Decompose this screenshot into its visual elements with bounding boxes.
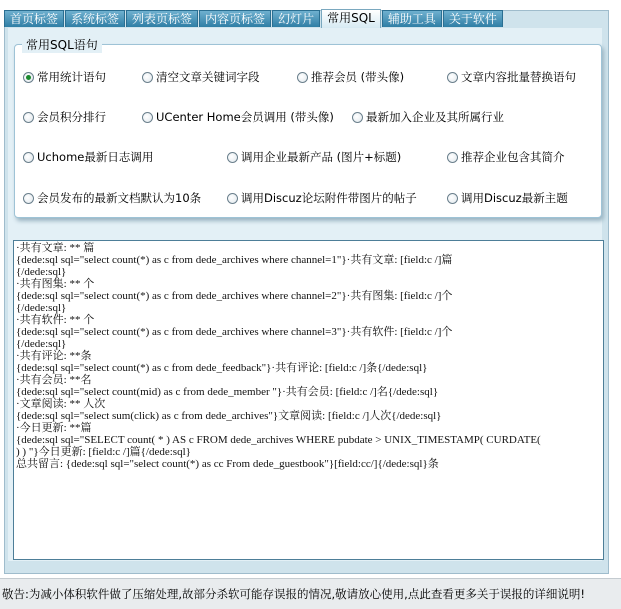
code-line: ·今日更新: **篇: [16, 422, 92, 434]
tab-list-page-labels[interactable]: 列表页标签: [126, 10, 198, 27]
code-line: {dede:sql sql="select count(*) as c from dede_feedback"}·共有评论: [field:c /]条{/dede:sql}: [16, 362, 428, 374]
radio-icon: [142, 112, 153, 123]
code-line: ·文章阅读: ** 人次: [16, 398, 106, 410]
code-line: ) ) "}今日更新: [field:c /]篇{/dede:sql}: [16, 446, 191, 458]
tab-home-labels[interactable]: 首页标签: [4, 10, 64, 27]
sql-code-textarea[interactable]: [13, 240, 604, 560]
radio-icon: [447, 72, 458, 83]
tab-content-page-labels[interactable]: 内容页标签: [199, 10, 271, 27]
radio-icon: [447, 193, 458, 204]
option-ucenter-home-members[interactable]: UCenter Home会员调用 (带头像): [142, 109, 334, 125]
code-line: {/dede:sql}: [16, 302, 67, 314]
radio-icon: [447, 152, 458, 163]
code-line: ·共有图集: ** 个: [16, 278, 95, 290]
radio-icon: [352, 112, 363, 123]
option-clear-keywords[interactable]: 清空文章关键词字段: [142, 69, 260, 85]
option-batch-replace[interactable]: 文章内容批量替换语句: [447, 69, 576, 85]
option-common-stats[interactable]: 常用统计语句: [23, 69, 106, 85]
code-line: {dede:sql sql="select count(*) as c from dede_archives where channel=2"}·共有图集: [field:c /]个: [16, 290, 453, 302]
tab-helper-tools[interactable]: 辅助工具: [382, 10, 442, 27]
option-recommended-members[interactable]: 推荐会员 (带头像): [297, 69, 404, 85]
tab-bar: [4, 10, 504, 28]
radio-icon: [23, 152, 34, 163]
code-line: {dede:sql sql="select sum(click) as c from dede_archives"}文章阅读: [field:c /]人次{/dede:sql}: [16, 410, 442, 422]
option-recommended-enterprise-intro[interactable]: 推荐企业包含其简介: [447, 149, 565, 165]
code-line: {/dede:sql}: [16, 266, 67, 278]
code-line: {dede:sql sql="select count(*) as c from dede_archives where channel=1"}·共有文章: [field:c /]篇: [16, 254, 453, 266]
code-line: ·共有评论: **条: [16, 350, 92, 362]
code-line: 总共留言: {dede:sql sql="select count(*) as cc From dede_guestbook"}[field:cc/]{/dede:sql}条: [16, 458, 439, 470]
code-line: {dede:sql sql="SELECT count( * ) AS c FROM dede_archives WHERE pubdate > UNIX_TIMESTAMP( CURDATE(: [16, 434, 541, 446]
option-member-points-ranking[interactable]: 会员积分排行: [23, 109, 106, 125]
status-notice-link[interactable]: 敬告:为减小体积软件做了压缩处理,故部分杀软可能存误报的情况,敬请放心使用,点此查看更多关于误报的详细说明!: [2, 587, 585, 601]
tab-slideshow[interactable]: 幻灯片: [272, 10, 320, 27]
code-line: {dede:sql sql="select count(*) as c from dede_archives where channel=3"}·共有软件: [field:c /]个: [16, 326, 453, 338]
radio-checked-icon: [23, 72, 34, 83]
radio-icon: [227, 152, 238, 163]
radio-icon: [142, 72, 153, 83]
code-line: ·共有文章: ** 篇: [16, 242, 95, 254]
code-line: ·共有会员: **名: [16, 374, 92, 386]
option-latest-enterprises[interactable]: 最新加入企业及其所属行业: [352, 109, 504, 125]
option-member-latest-docs[interactable]: 会员发布的最新文档默认为10条: [23, 190, 201, 206]
option-discuz-latest-threads[interactable]: 调用Discuz最新主题: [447, 190, 568, 206]
radio-icon: [297, 72, 308, 83]
group-title: 常用SQL语句: [22, 36, 102, 53]
radio-icon: [23, 193, 34, 204]
radio-icon: [23, 112, 34, 123]
option-enterprise-products[interactable]: 调用企业最新产品 (图片+标题): [227, 149, 401, 165]
option-discuz-attachments[interactable]: 调用Discuz论坛附件带图片的帖子: [227, 190, 417, 206]
sql-options-group: [14, 44, 602, 218]
code-line: {dede:sql sql="select count(mid) as c from dede_member "}·共有会员: [field:c /]名{/dede:sql}: [16, 386, 439, 398]
tab-common-sql[interactable]: 常用SQL: [321, 9, 381, 28]
code-line: ·共有软件: ** 个: [16, 314, 95, 326]
status-bar: [0, 578, 621, 609]
radio-icon: [227, 193, 238, 204]
tab-system-labels[interactable]: 系统标签: [65, 10, 125, 27]
tab-about[interactable]: 关于软件: [443, 10, 503, 27]
code-line: {/dede:sql}: [16, 338, 67, 350]
option-uchome-latest-logs[interactable]: Uchome最新日志调用: [23, 149, 153, 165]
